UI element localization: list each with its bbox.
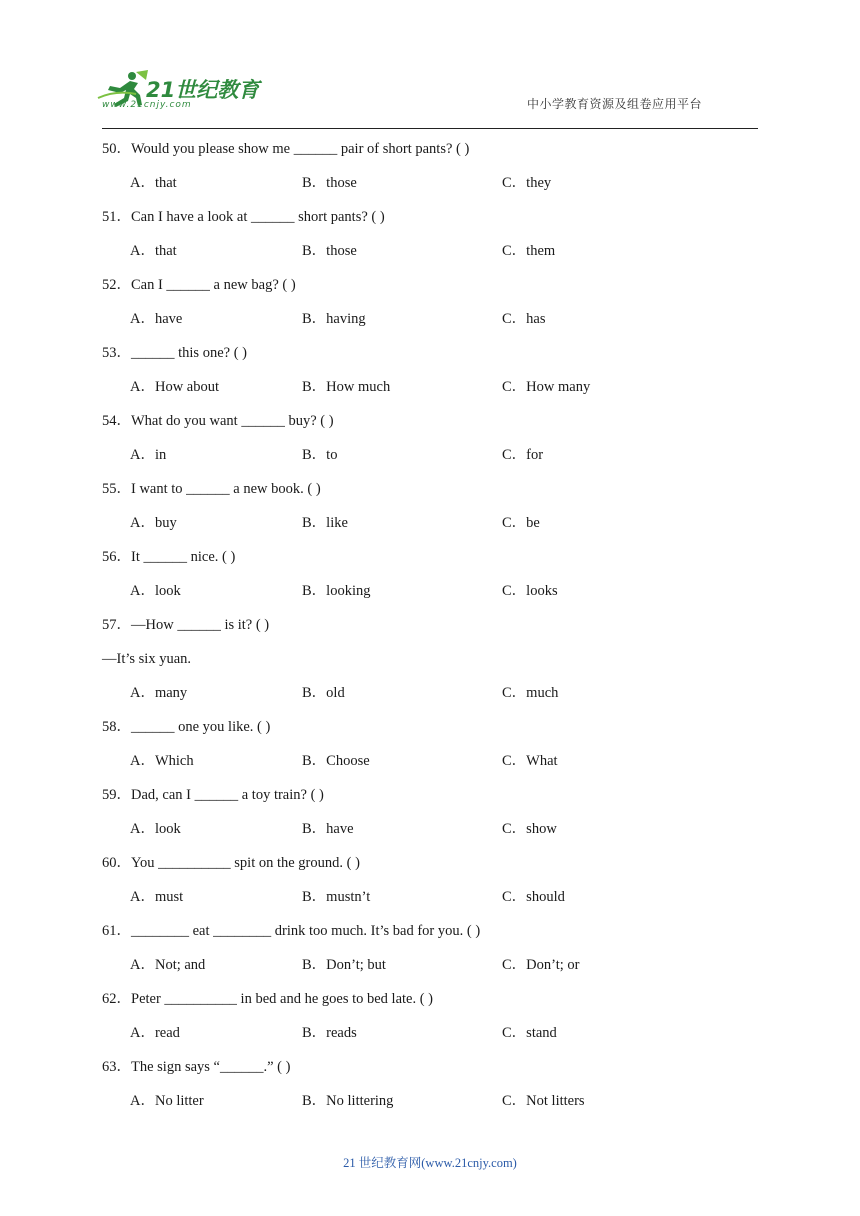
answer-options [130,580,750,602]
answer-options [130,750,750,772]
question-stem: 61．________ eat ________ drink too much. It’s bad for you. ( ) [102,923,481,939]
option-b: B．Don’t; but [302,957,386,973]
question-item [102,716,762,784]
page-header [0,0,860,132]
question-item [102,852,762,920]
option-b: B．like [302,515,348,531]
question-item [102,342,762,410]
answer-options [130,682,750,704]
option-a: A．that [130,243,177,259]
option-b: B．Choose [302,753,370,769]
option-b: B．reads [302,1025,357,1041]
option-a: A．must [130,889,184,905]
answer-options [130,954,750,976]
question-stem: 52．Can I ______ a new bag? ( ) [102,277,296,293]
question-item [102,1056,762,1124]
option-c: C．should [502,889,565,905]
question-item [102,546,762,614]
option-c: C．Don’t; or [502,957,580,973]
option-a: A．in [130,447,167,463]
answer-options [130,308,750,330]
answer-options [130,1022,750,1044]
option-c: C．looks [502,583,558,599]
platform-title: 中小学教育资源及组卷应用平台 [526,97,702,111]
question-stem: 55．I want to ______ a new book. ( ) [102,481,321,497]
option-c: C．for [502,447,544,463]
option-a: A．buy [130,515,177,531]
question-item [102,410,762,478]
option-a: A．many [130,685,188,701]
question-stem: 50．Would you please show me ______ pair of short pants? ( ) [102,141,470,157]
question-stem: 58．______ one you like. ( ) [102,719,271,735]
option-c: C．show [502,821,557,837]
question-stem: 56．It ______ nice. ( ) [102,549,236,565]
question-answer-line: —It’s six yuan. [102,651,192,667]
option-b: B．having [302,311,366,327]
question-stem: 63．The sign says “______.” ( ) [102,1059,291,1075]
option-a: A．look [130,583,181,599]
logo-text: 21世纪教育 [146,78,260,102]
question-item [102,988,762,1056]
question-item [102,784,762,852]
question-list [102,138,762,1124]
option-b: B．those [302,175,357,191]
question-item [102,274,762,342]
option-b: B．those [302,243,357,259]
question-item [102,614,762,716]
answer-options [130,172,750,194]
option-b: B．old [302,685,345,701]
option-b: B．mustn’t [302,889,371,905]
option-c: C．Not litters [502,1093,585,1109]
option-a: A．read [130,1025,180,1041]
option-a: A．No litter [130,1093,204,1109]
question-stem: 51．Can I have a look at ______ short pants? ( ) [102,209,385,225]
header-divider [102,128,758,129]
question-stem: 54．What do you want ______ buy? ( ) [102,413,334,429]
option-a: A．How about [130,379,220,395]
option-b: B．How much [302,379,391,395]
option-b: B．looking [302,583,371,599]
question-item [102,138,762,206]
logo-url: www.21cnjy.com [102,100,192,110]
option-c: C．How many [502,379,591,395]
option-a: A．that [130,175,177,191]
option-c: C．they [502,175,552,191]
answer-options [130,240,750,262]
question-stem: 57．—How ______ is it? ( ) [102,617,270,633]
question-stem: 59．Dad, can I ______ a toy train? ( ) [102,787,324,803]
option-c: C．stand [502,1025,557,1041]
answer-options [130,444,750,466]
answer-options [130,818,750,840]
option-b: B．have [302,821,354,837]
option-c: C．much [502,685,559,701]
option-a: A．have [130,311,183,327]
page-footer: 21 世纪教育网(www.21cnjy.com) [343,1156,517,1170]
option-b: B．No littering [302,1093,394,1109]
answer-options [130,1090,750,1112]
option-a: A．look [130,821,181,837]
question-stem: 53．______ this one? ( ) [102,345,247,361]
logo [96,68,266,116]
option-a: A．Which [130,753,194,769]
answer-options [130,512,750,534]
question-item [102,920,762,988]
question-stem: 60．You __________ spit on the ground. ( ) [102,855,360,871]
question-item [102,478,762,546]
option-b: B．to [302,447,338,463]
answer-options [130,886,750,908]
option-a: A．Not; and [130,957,206,973]
option-c: C．has [502,311,546,327]
answer-options [130,376,750,398]
question-stem: 62．Peter __________ in bed and he goes to bed late. ( ) [102,991,434,1007]
option-c: C．be [502,515,540,531]
option-c: C．them [502,243,556,259]
option-c: C．What [502,753,558,769]
question-item [102,206,762,274]
